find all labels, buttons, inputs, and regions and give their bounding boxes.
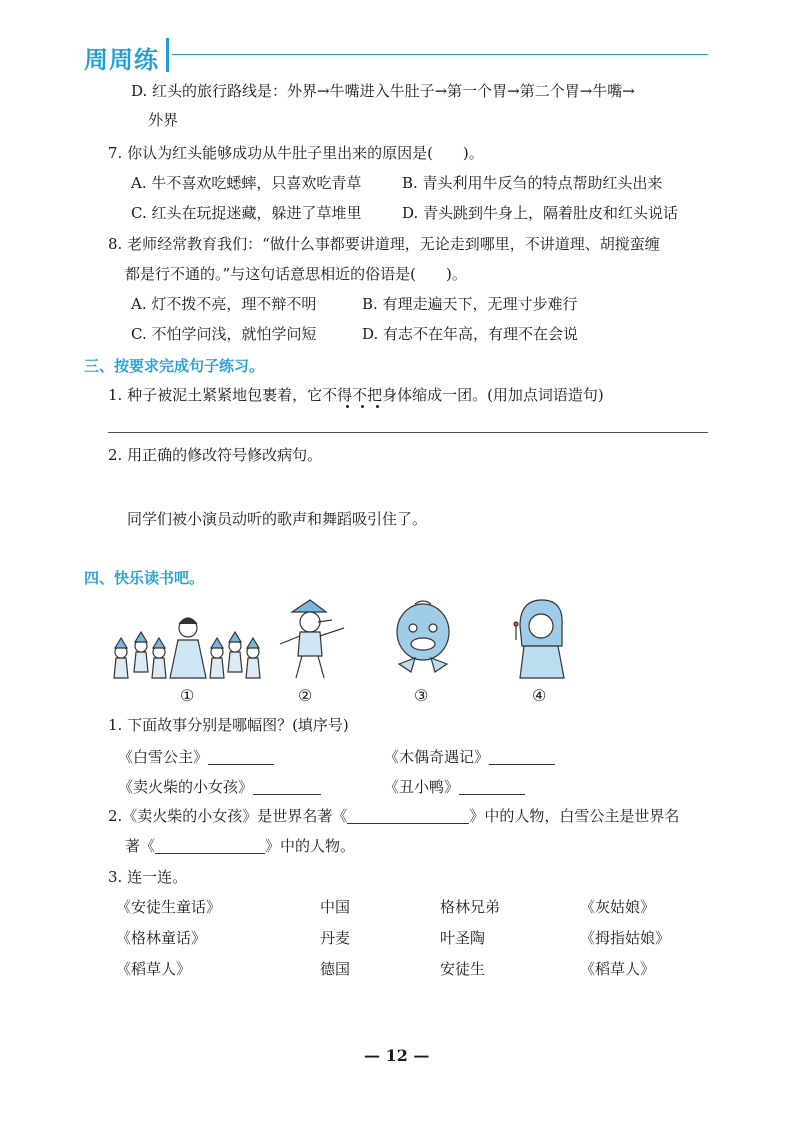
- s3-q2: 2. 用正确的修改符号修改病句。: [108, 446, 323, 464]
- page-number: — 12 —: [364, 1046, 430, 1065]
- story-title-duckling: 《丑小鸭》: [384, 778, 460, 796]
- snow-white-and-dwarfs-illustration: [108, 600, 268, 680]
- story-title-snow-white: 《白雪公主》: [118, 748, 209, 766]
- fill-snow-white: [118, 746, 274, 767]
- answer-blank[interactable]: [489, 748, 555, 765]
- match-author-3[interactable]: 安徒生: [440, 960, 486, 978]
- answer-blank[interactable]: [347, 807, 469, 824]
- s4-q3: 3. 连一连。: [108, 868, 188, 886]
- q8-option-d: D. 有志不在年高，有理不在会说: [362, 325, 579, 343]
- section-4-title: 四、快乐读书吧。: [84, 569, 205, 587]
- answer-blank[interactable]: [459, 778, 525, 795]
- fill-pinocchio: [384, 746, 555, 767]
- match-story-1[interactable]: 《灰姑娘》: [580, 898, 656, 916]
- emphasis-dot: [346, 405, 349, 408]
- q8-option-a: A. 灯不拨不亮，理不辩不明: [131, 295, 317, 313]
- section-3-title: 三、按要求完成句子练习。: [84, 357, 265, 375]
- ugly-duckling-illustration: [385, 598, 461, 678]
- s3-q1: 1. 种子被泥土紧紧地包裹着，它不得不把身体缩成一团。(用加点词语造句): [108, 386, 604, 404]
- picture-number-4: ④: [532, 686, 547, 705]
- match-author-2[interactable]: 叶圣陶: [440, 929, 486, 947]
- match-story-2[interactable]: 《拇指姑娘》: [580, 929, 671, 947]
- s4-q1: 1. 下面故事分别是哪幅图？(填序号): [108, 716, 349, 734]
- s4-q2-text: 2.《卖火柴的小女孩》是世界名著《: [108, 807, 348, 825]
- q8-stem-line1: 8. 老师经常教育我们：“做什么事都要讲道理，无论走到哪里，不讲道理、胡搅蛮缠: [108, 235, 660, 253]
- match-author-1[interactable]: 格林兄弟: [440, 898, 501, 916]
- answer-line[interactable]: [108, 432, 708, 433]
- match-country-2[interactable]: 丹麦: [320, 929, 351, 947]
- match-girl-illustration: [508, 596, 572, 680]
- story-title-match-girl: 《卖火柴的小女孩》: [118, 778, 254, 796]
- s3-faulty-sentence: 同学们被小演员动听的歌声和舞蹈吸引住了。: [127, 510, 428, 528]
- story-title-pinocchio: 《木偶奇遇记》: [384, 748, 490, 766]
- answer-blank[interactable]: [208, 748, 274, 765]
- q8-option-c: C. 不怕学问浅，就怕学问短: [131, 325, 317, 343]
- match-book-1[interactable]: 《安徒生童话》: [116, 898, 222, 916]
- s4-q2-line2: [125, 835, 355, 856]
- q8-option-b: B. 有理走遍天下，无理寸步难行: [362, 295, 578, 313]
- q7-option-b: B. 青头利用牛反刍的特点帮助红头出来: [402, 174, 663, 192]
- q7-option-c: C. 红头在玩捉迷藏，躲进了草堆里: [131, 204, 362, 222]
- q8-stem-line2: 都是行不通的。”与这句话意思相近的俗语是( )。: [125, 265, 467, 283]
- q7-option-d: D. 青头跳到牛身上，隔着肚皮和红头说话: [402, 204, 679, 222]
- header-divider: [166, 38, 169, 72]
- q6-option-d: D. 红头的旅行路线是：外界→牛嘴进入牛肚子→第一个胃→第二个胃→牛嘴→: [131, 82, 635, 100]
- emphasis-dot: [361, 405, 364, 408]
- fill-duckling: [384, 776, 525, 797]
- fill-match-girl: [118, 776, 321, 797]
- picture-number-3: ③: [414, 686, 429, 705]
- s4-q2-text: 》中的人物，白雪公主是世界名: [469, 807, 680, 825]
- q7-stem: 7. 你认为红头能够成功从牛肚子里出来的原因是( )。: [108, 144, 484, 162]
- picture-number-2: ②: [298, 686, 313, 705]
- match-book-3[interactable]: 《稻草人》: [116, 960, 192, 978]
- s4-q2-text: 著《: [125, 837, 156, 855]
- s4-q2-line1: [108, 805, 679, 826]
- page-header-title: 周周练: [84, 46, 159, 74]
- s4-q2-text: 》中的人物。: [265, 837, 356, 855]
- match-book-2[interactable]: 《格林童话》: [116, 929, 207, 947]
- header-rule: [172, 54, 708, 55]
- q7-option-a: A. 牛不喜欢吃蟋蟀，只喜欢吃青草: [131, 174, 362, 192]
- picture-number-1: ①: [180, 686, 195, 705]
- answer-blank[interactable]: [155, 837, 265, 854]
- match-story-3[interactable]: 《稻草人》: [580, 960, 656, 978]
- match-country-1[interactable]: 中国: [320, 898, 351, 916]
- answer-blank[interactable]: [253, 778, 321, 795]
- emphasis-dot: [376, 405, 379, 408]
- pinocchio-illustration: [268, 598, 352, 682]
- q6-option-d-cont: 外界: [148, 111, 179, 129]
- match-country-3[interactable]: 德国: [320, 960, 351, 978]
